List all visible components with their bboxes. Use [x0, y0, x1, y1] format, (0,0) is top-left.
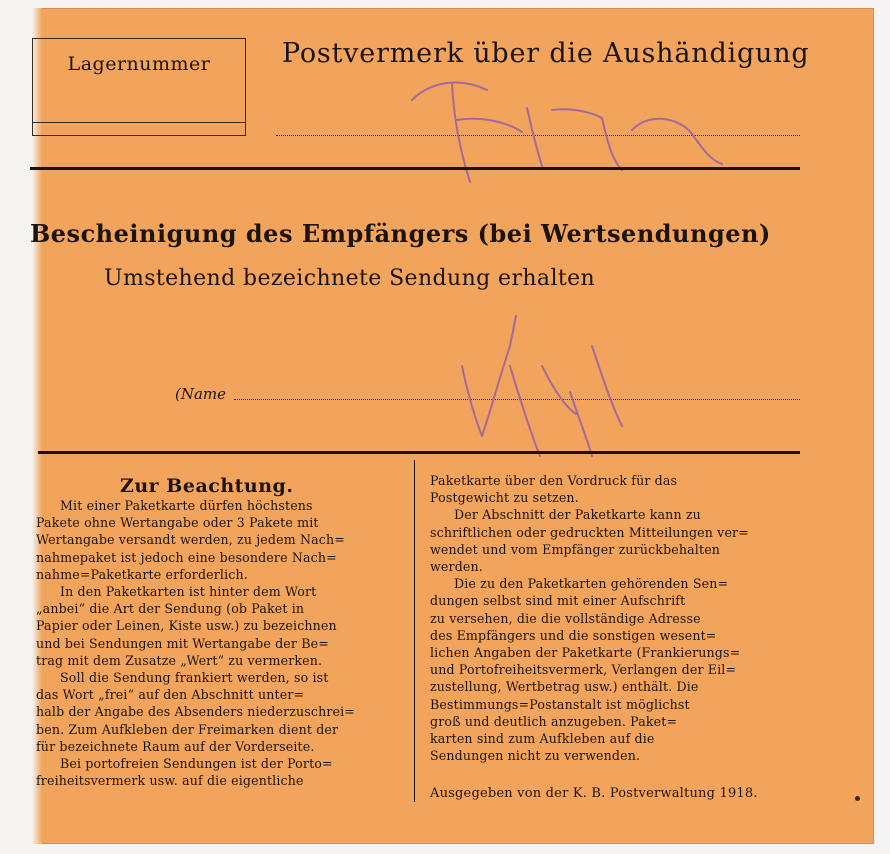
notes-line: nahme=Paketkarte erforderlich. [36, 566, 248, 582]
notes-line: groß und deutlich anzugeben. Paket= [430, 713, 678, 729]
notes-line: und bei Sendungen mit Wertangabe der Be= [36, 635, 329, 651]
storage-number-box [32, 38, 246, 136]
column-divider [414, 460, 415, 802]
notes-line: halb der Angabe des Absenders niederzuschrei= [36, 704, 356, 720]
top-divider [30, 167, 800, 170]
notes-line: ben. Zum Aufkleben der Freimarken dient der [36, 721, 339, 737]
notes-left-column [36, 497, 402, 789]
notes-line: wendet und vom Empfänger zurückbehalten [430, 541, 721, 557]
notes-line: Bei portofreien Sendungen ist der Porto= [60, 756, 333, 772]
notes-line: karten sind zum Aufkleben auf die [430, 731, 655, 747]
storage-number-label: Lagernummer [67, 53, 211, 75]
delivery-note-title: Postvermerk über die Aushändigung [282, 38, 810, 69]
parcel-card [12, 8, 874, 844]
notes-line: In den Paketkarten ist hinter dem Wort [60, 584, 317, 600]
notes-line: Wertangabe versandt werden, zu jedem Nach= [36, 532, 345, 548]
notes-line: Postgewicht zu setzen. [430, 490, 579, 506]
notes-line: schriftlichen oder gedruckten Mitteilungen ver= [430, 524, 749, 540]
notes-line: „anbei“ die Art der Sendung (ob Paket in [36, 601, 305, 617]
notes-line: Soll die Sendung frankiert werden, so ist [60, 670, 329, 686]
notes-line: nahmepaket ist jedoch eine besondere Nach= [36, 549, 337, 565]
notes-line: lichen Angaben der Paketkarte (Frankierungs= [430, 645, 741, 661]
issued-by-note: Ausgegeben von der K. B. Postverwaltung 1918. [430, 786, 758, 801]
notes-line: des Empfängers und die sonstigen wesent= [430, 627, 717, 643]
notes-heading: Zur Beachtung. [120, 475, 294, 497]
notes-line: freiheitsvermerk usw. auf die eigentliche [36, 773, 304, 789]
notes-line: werden. [430, 559, 483, 575]
pencil-signature-bottom [452, 306, 632, 466]
notes-line: zustellung, Wertbetrag usw.) enthält. Die [430, 679, 699, 695]
notes-line: für bezeichnete Raum auf der Vorderseite. [36, 738, 315, 754]
notes-line: das Wort „frei“ auf den Abschnitt unter= [36, 687, 305, 703]
notes-line: Sendungen nicht zu verwenden. [430, 748, 641, 764]
ink-dot [855, 796, 860, 801]
name-label: (Name [175, 385, 227, 403]
pencil-signature-top [392, 70, 732, 190]
certificate-title: Bescheinigung des Empfängers (bei Wertsendungen) [30, 219, 771, 248]
notes-line: trag mit dem Zusatze „Wert“ zu vermerken. [36, 652, 323, 668]
notes-line: Mit einer Paketkarte dürfen höchstens [60, 498, 313, 513]
storage-number-line [33, 122, 245, 123]
notes-line: Der Abschnitt der Paketkarte kann zu [454, 507, 701, 523]
notes-line: Pakete ohne Wertangabe oder 3 Pakete mit [36, 515, 319, 531]
notes-line: Bestimmungs=Postanstalt ist möglichst [430, 696, 690, 712]
notes-line: dungen selbst sind mit einer Aufschrift [430, 593, 686, 609]
received-text: Umstehend bezeichnete Sendung erhalten [104, 266, 596, 291]
notes-line: Papier oder Leinen, Kiste usw.) zu bezeichnen [36, 618, 337, 634]
notes-line: Paketkarte über den Vordruck für das [430, 473, 678, 488]
middle-divider [38, 451, 800, 454]
notes-line: Die zu den Paketkarten gehörenden Sen= [454, 576, 729, 592]
notes-line: zu versehen, die die vollständige Adresse [430, 610, 701, 626]
notes-right-column [430, 472, 802, 764]
notes-line: und Portofreiheitsvermerk, Verlangen der Eil= [430, 662, 737, 678]
